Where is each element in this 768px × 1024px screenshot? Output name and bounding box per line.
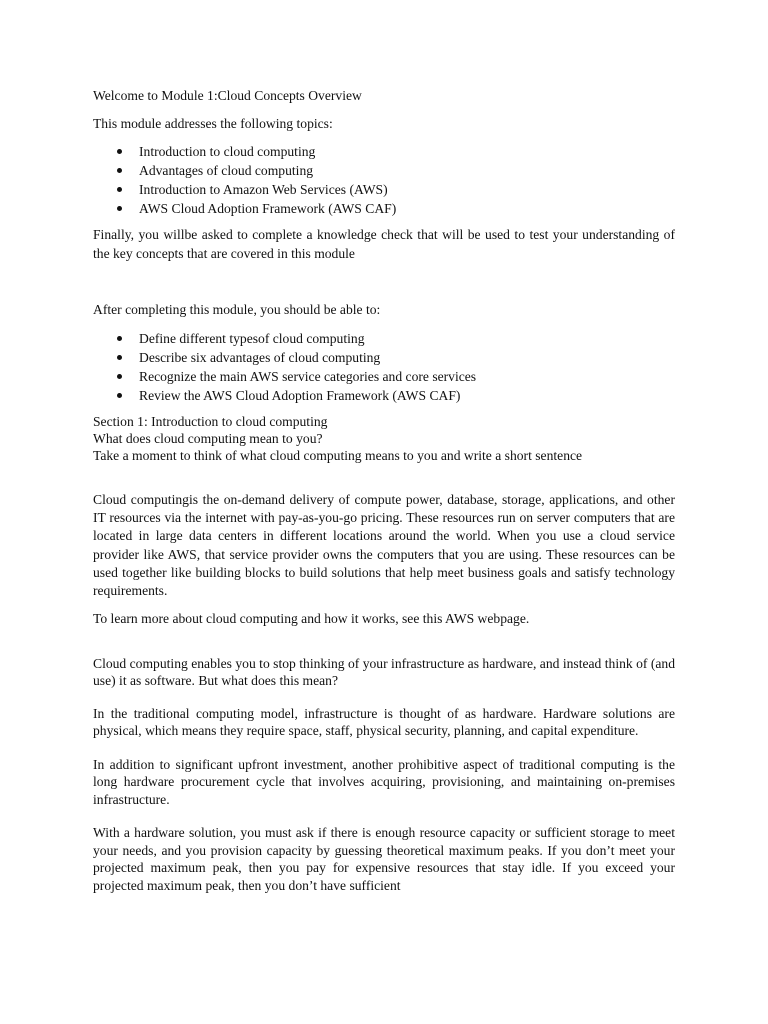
- bullet-icon: [117, 187, 122, 192]
- bullet-icon: [117, 393, 122, 398]
- definition-paragraph: Cloud computingis the on-demand delivery of compute power, database, storage, applications, and other IT resources via the internet with pay-as-you-go pricing. These resources run on server computers that are located in large data centers in different locations around the world. When you use a cloud service provider like AWS, that service provider owns the computers that you are using. These resources can be used together like building blocks to build solutions that help meet business goals and satisfy technology requirements.: [93, 491, 675, 598]
- bullet-icon: [117, 149, 122, 154]
- traditional-paragraph: In the traditional computing model, infrastructure is thought of as hardware. Hardware solutions are physical, which means they require space, staff, physical security, planning, and capital expenditure.: [93, 705, 675, 739]
- objectives-list: [93, 329, 675, 405]
- list-item: Review the AWS Cloud Adoption Framework (AWS CAF): [93, 386, 675, 405]
- module-title: Welcome to Module 1:Cloud Concepts Overview: [93, 88, 362, 103]
- section-question: What does cloud computing mean to you?: [93, 430, 323, 446]
- list-item: Introduction to Amazon Web Services (AWS): [93, 180, 675, 199]
- bullet-icon: [117, 206, 122, 211]
- investment-paragraph: In addition to significant upfront investment, another prohibitive aspect of traditional computing is the long hardware procurement cycle that involves acquiring, provisioning, and maintaining on-premises infrastructure.: [93, 756, 675, 807]
- list-item: Define different typesof cloud computing: [93, 329, 675, 348]
- list-item: Advantages of cloud computing: [93, 161, 675, 180]
- bullet-icon: [117, 374, 122, 379]
- objectives-intro: After completing this module, you should be able to:: [93, 302, 381, 318]
- list-item: AWS Cloud Adoption Framework (AWS CAF): [93, 199, 675, 218]
- knowledge-check-paragraph: Finally, you willbe asked to complete a knowledge check that will be used to test your understanding of the key concepts that are covered in this module: [93, 227, 675, 261]
- topics-list: [93, 142, 675, 218]
- bullet-icon: [117, 355, 122, 360]
- section-prompt: Take a moment to think of what cloud computing means to you and write a short sentence: [93, 447, 583, 463]
- document-page: [93, 87, 675, 894]
- software-paragraph: Cloud computing enables you to stop thinking of your infrastructure as hardware, and instead think of (and use) it as software. But what does this mean?: [93, 655, 675, 688]
- list-item: Introduction to cloud computing: [93, 142, 675, 161]
- list-item: Describe six advantages of cloud computing: [93, 348, 675, 367]
- learn-more-paragraph: To learn more about cloud computing and how it works, see this AWS webpage.: [93, 611, 530, 627]
- section-heading: Section 1: Introduction to cloud computing: [93, 413, 328, 429]
- bullet-icon: [117, 336, 122, 341]
- list-item: Recognize the main AWS service categories and core services: [93, 367, 675, 386]
- hardware-paragraph: With a hardware solution, you must ask if there is enough resource capacity or sufficient storage to meet your needs, and you provision capacity by guessing theoretical maximum peaks. If you don’t meet your projected maximum peak, then you pay for expensive resources that stay idle. If you exceed your projected maximum peak, then you don’t have sufficient: [93, 825, 675, 893]
- topics-intro: This module addresses the following topics:: [93, 115, 333, 131]
- bullet-icon: [117, 168, 122, 173]
